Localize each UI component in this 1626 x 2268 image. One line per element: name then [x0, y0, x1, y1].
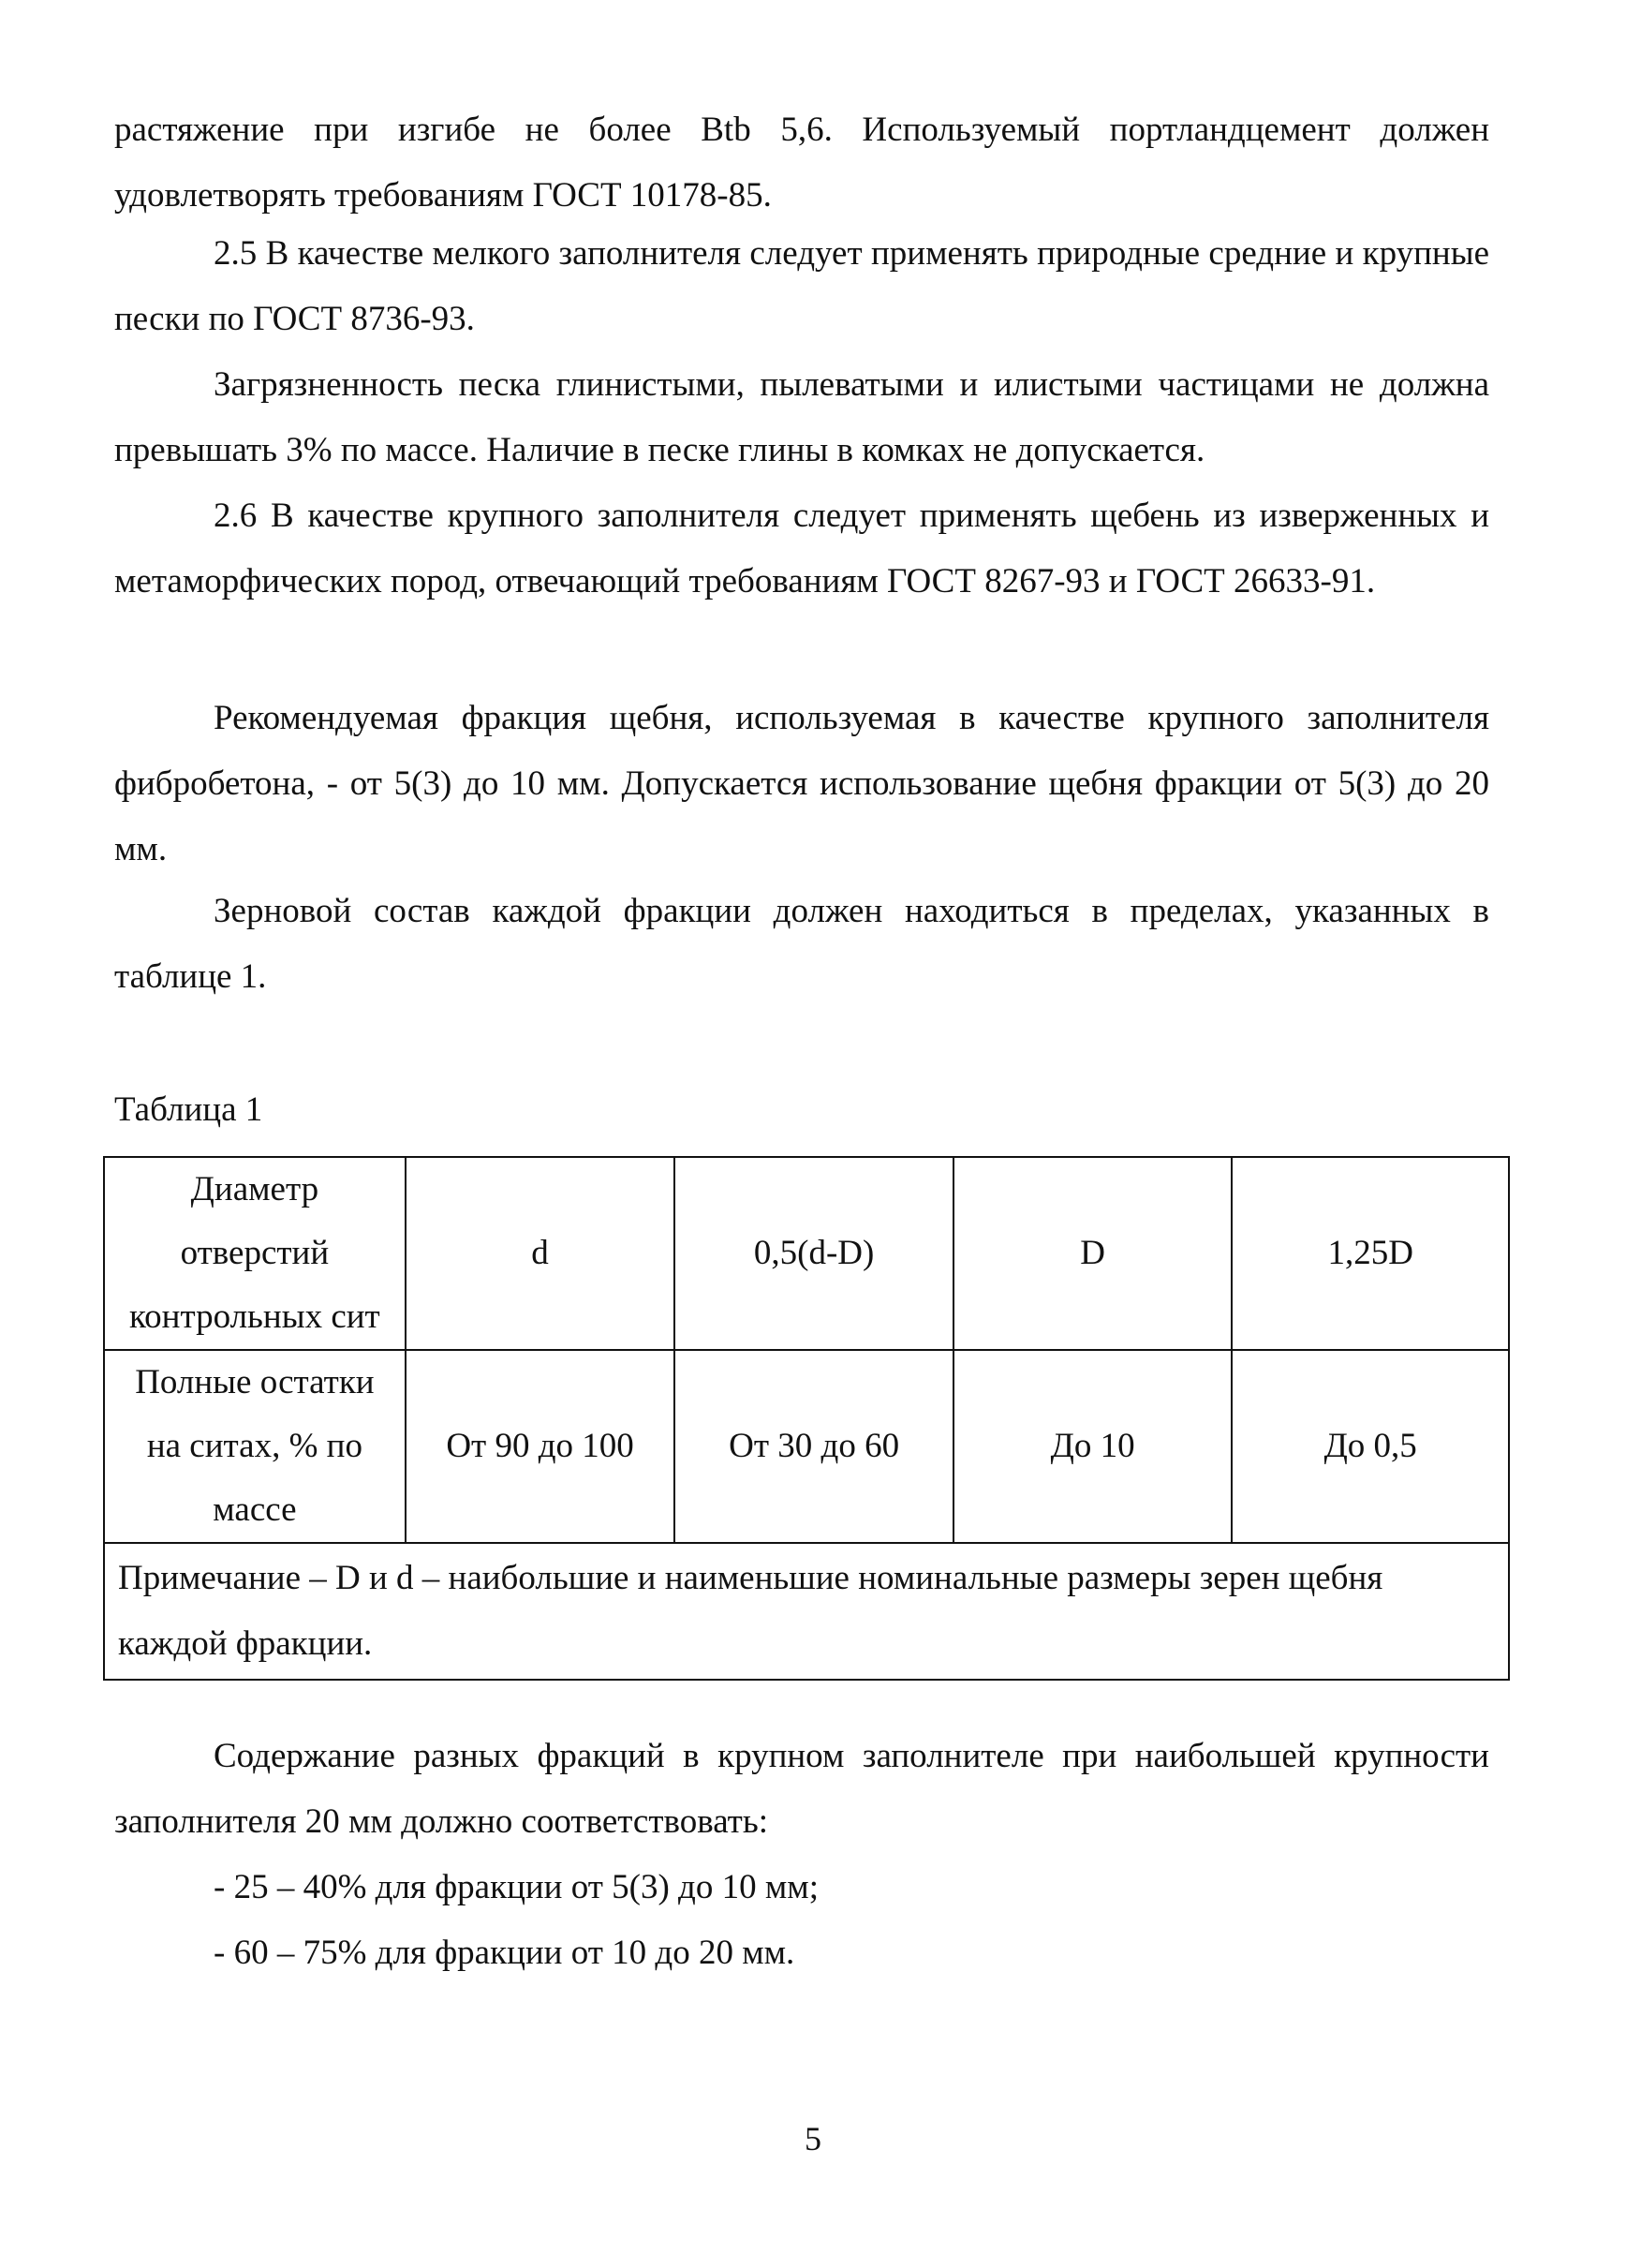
- table-cell: 0,5(d-D): [674, 1157, 953, 1350]
- paragraph-cement-requirements: растяжение при изгибе не более Btb 5,6. Используемый портландцемент должен удовлетворять требованиям ГОСТ 10178-85.: [114, 111, 1489, 215]
- table-cell: 1,25D: [1232, 1157, 1509, 1350]
- paragraph-2-5-fine-aggregate: 2.5 В качестве мелкого заполнителя следует применять природные средние и крупные пески по ГОСТ 8736-93.: [114, 234, 1489, 338]
- table-row-header: Полные остатки на ситах, % по массе: [104, 1350, 406, 1543]
- grain-composition-table: [103, 1156, 1510, 1681]
- list-item: - 25 – 40% для фракции от 5(3) до 10 мм;: [214, 1868, 819, 1906]
- paragraph-fraction-content: Содержание разных фракций в крупном заполнителе при наибольшей крупности заполнителя 20 мм должно соответствовать:: [114, 1737, 1489, 1841]
- table-cell: До 0,5: [1232, 1350, 1509, 1543]
- table-note: Примечание – D и d – наибольшие и наименьшие номинальные размеры зерен щебня каждой фракции.: [104, 1543, 1509, 1680]
- paragraph-recommended-fraction: Рекомендуемая фракция щебня, используемая в качестве крупного заполнителя фибробетона, - от 5(3) до 10 мм. Допускается использование щебня фракции от 5(3) до 20 мм.: [114, 699, 1489, 868]
- paragraph-grain-composition: Зерновой состав каждой фракции должен находиться в пределах, указанных в таблице 1.: [114, 892, 1489, 996]
- table-cell: До 10: [953, 1350, 1232, 1543]
- paragraph-sand-contamination: Загрязненность песка глинистыми, пылеватыми и илистыми частицами не должна превышать 3% по массе. Наличие в песке глины в комках не допускается.: [114, 365, 1489, 469]
- table-row: [104, 1350, 1509, 1543]
- list-item: - 60 – 75% для фракции от 10 до 20 мм.: [214, 1934, 795, 1972]
- page-number: 5: [805, 2120, 821, 2157]
- table-cell: D: [953, 1157, 1232, 1350]
- table-row: [104, 1543, 1509, 1680]
- table-caption: Таблица 1: [114, 1090, 263, 1129]
- table-cell: d: [406, 1157, 675, 1350]
- table-cell: От 90 до 100: [406, 1350, 675, 1543]
- paragraph-2-6-coarse-aggregate: 2.6 В качестве крупного заполнителя следует применять щебень из изверженных и метаморфических пород, отвечающий требованиям ГОСТ 8267-93 и ГОСТ 26633-91.: [114, 497, 1489, 600]
- table-row: [104, 1157, 1509, 1350]
- table-row-header: Диаметр отверстий контрольных сит: [104, 1157, 406, 1350]
- table-cell: От 30 до 60: [674, 1350, 953, 1543]
